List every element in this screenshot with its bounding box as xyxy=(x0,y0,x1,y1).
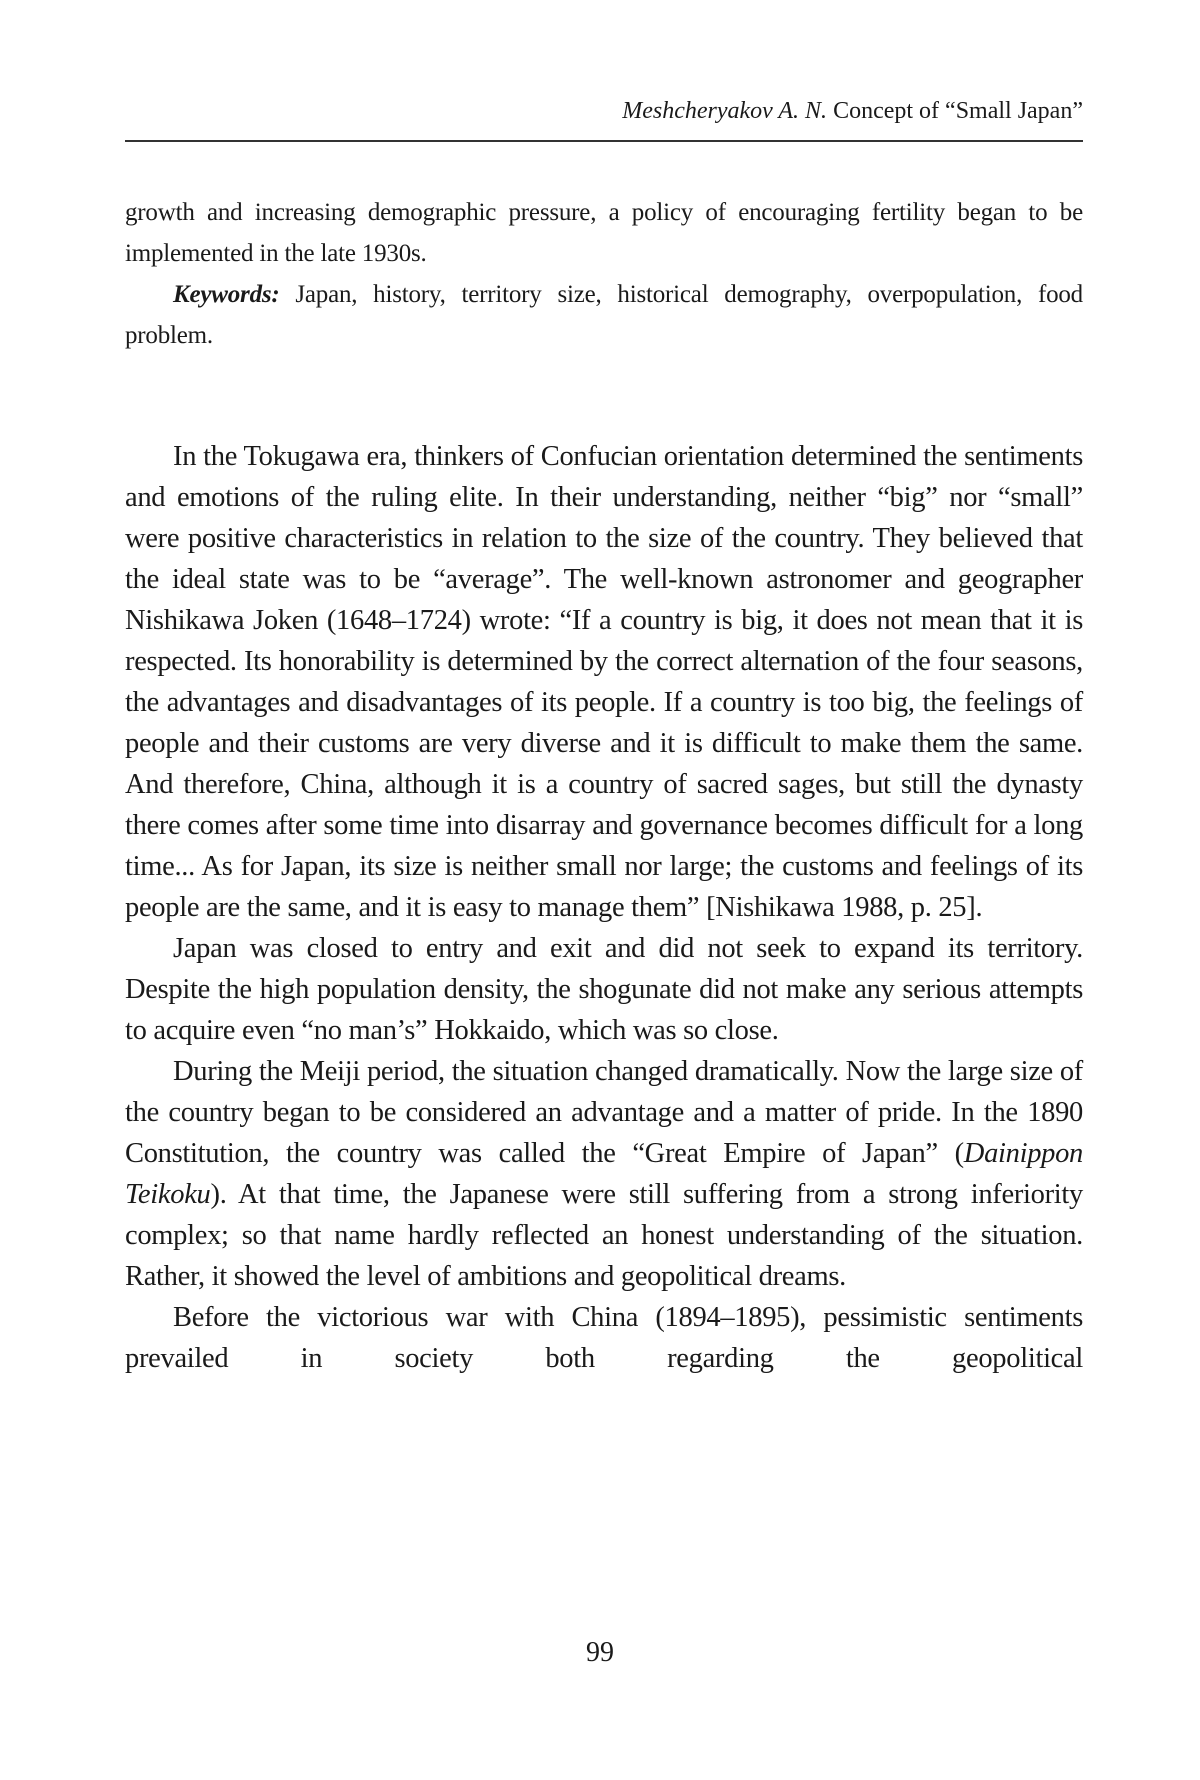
paragraph-tokugawa-name: Nishikawa xyxy=(125,605,245,636)
paragraph-china-war: Before the victorious war with China (1894–1895), pessimistic sentiments prevailed in society both regarding the geopolitical xyxy=(125,1302,1083,1374)
paragraph-tokugawa-text-b: Joken (1648–1724) wrote: “If a country is big, it does not mean that it is respected. Its honorability is determined by the correct alternation of the four seasons, the advantages and disadvantages of its people. If a country is too big, the feelings of people and their customs are very diverse and it is difficult to make them the same. And therefore, China, although it is a country of sacred sages, but still the dynasty there comes after some time into disarray and governance becomes difficult for a long time... As for Japan, its size is neither small nor large; the customs and feelings of its people are the same, and it is easy to manage them” [Nishikawa 1988, p. 25]. xyxy=(125,605,1083,923)
paragraph-meiji-text-a: During the Meiji period, the situation changed dramatically. Now the large size of the country began to be considered an advantage and a matter of pride. In the 1890 Constitution, the country was called the “Great Empire of Japan” ( xyxy=(125,1056,1083,1169)
page-number: 99 xyxy=(586,1637,614,1668)
keywords-line xyxy=(125,274,1083,356)
paragraph-meiji-text-b: ). At that time, the Japanese were still suffering from a strong inferiority complex; so that name hardly reflected an honest understanding of the situation. Rather, it showed the level of ambitions and geopolitical dreams. xyxy=(125,1179,1083,1292)
keywords-list: Japan, history, territory size, historical demography, overpopulation, food problem. xyxy=(125,281,1083,349)
abstract-continuation: growth and increasing demographic pressure, a policy of encouraging fertility began to be implemented in the late 1930s. xyxy=(125,199,1083,267)
keywords-label: Keywords: xyxy=(173,281,280,308)
paragraph-meiji xyxy=(125,1051,1083,1297)
abstract xyxy=(125,192,1083,356)
header-rule xyxy=(125,140,1083,142)
header-title: Concept of “Small Japan” xyxy=(833,98,1083,124)
paragraph-meiji-italic: Dainippon Teikoku xyxy=(125,1138,1083,1210)
paragraph-tokugawa-text-a: In the Tokugawa era, thinkers of Confucian orientation determined the sentiments and emotions of the ruling elite. In their understanding, neither “big” nor “small” were positive characteristics in relation to the size of the country. They believed that the ideal state was to be “average”. The well-known astronomer and geographer xyxy=(125,441,1083,595)
running-header xyxy=(125,96,1083,126)
header-author: Meshcheryakov A. N. xyxy=(622,98,828,124)
article-body xyxy=(125,436,1083,1379)
paragraph-closed-country: Japan was closed to entry and exit and did not seek to expand its territory. Despite the high population density, the shogunate did not make any serious attempts to acquire even “no man’s” Hokkaido, which was so close. xyxy=(125,933,1083,1046)
paragraph-tokugawa xyxy=(125,436,1083,928)
